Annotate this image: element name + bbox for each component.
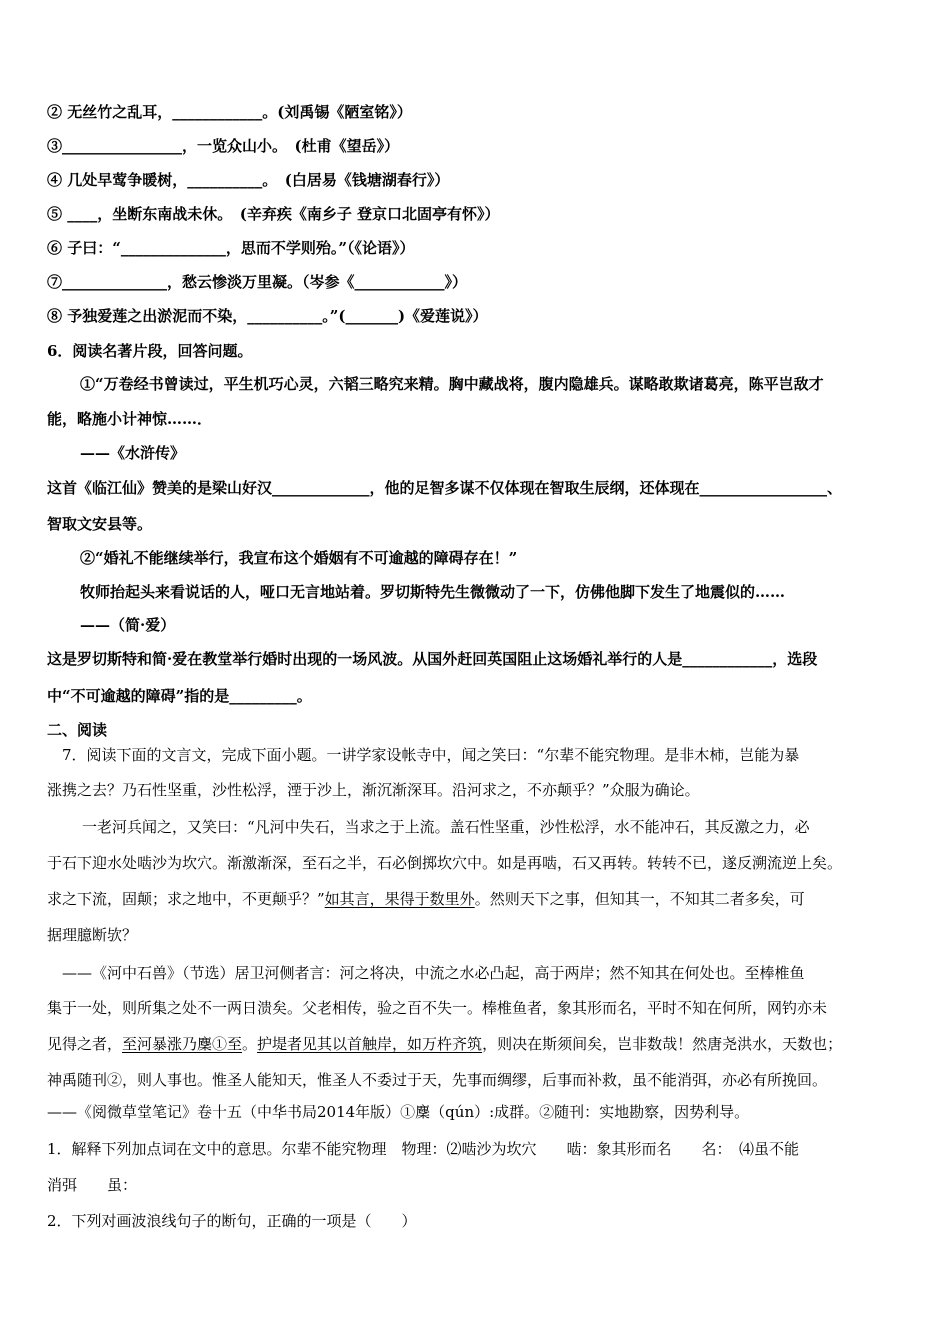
para3-line3-text-a: 见得之者， — [47, 1035, 123, 1053]
q6-passage2-line1: ②“婚礼不能继续举行，我宣布这个婚姻有不可逾越的障碍存在！” — [80, 549, 518, 567]
q7-para3-line3 — [47, 1033, 842, 1055]
q7-para2-line4: 据理臆断欤？ — [47, 926, 138, 944]
q6-passage2-source: ——（简·爱） — [80, 616, 176, 634]
para3-line3-text-b: ，则决在斯须间矣，岂非数哉！然唐尧洪水，天数也； — [482, 1035, 843, 1053]
q6-passage1-line1: ①“万卷经书曾读过，平生机巧心灵，六韬三略究来精。胸中藏战将，腹内隐雄兵。谋略敢欺诸葛亮，陈平岂敌才 — [80, 375, 824, 393]
q6-question1-line2: 智取文安县等。 — [47, 515, 153, 533]
q6-passage1-source: ——《水浒传》 — [80, 444, 186, 462]
para2-line3-text-a: 求之下流，固颠；求之地中，不更颠乎？” — [47, 890, 325, 908]
q7-para3-line1: ——《河中石兽》（节选）居卫河侧者言：河之将决，中流之水必凸起，高于两岸；然不知其在何处也。至棒椎鱼 — [62, 964, 805, 982]
question-6-title: 6．阅读名著片段，回答问题。 — [47, 342, 253, 360]
q7-para3-footnote: ——《阅微草堂笔记》卷十五（中华书局2014年版）①麇（qún）:成群。②随刊：实地勘察，因势利导。 — [47, 1103, 750, 1121]
q7-para2-line1: 一老河兵闻之，又笑曰：“凡河中失石，当求之于上流。盖石性坚重，沙性松浮，水不能冲石，其反激之力，必 — [82, 818, 810, 836]
fill-blank-line-6: ⑥ 子曰：“______________，思而不学则殆。”（《论语》） — [47, 239, 415, 257]
q7-intro-line2: 涨携之去？乃石性坚重，沙性松浮，湮于沙上，渐沉渐深耳。沿河求之，不亦颠乎？”众服为确论。 — [47, 781, 700, 799]
wavy-underlined-sentence-3: 护堤者见其以首触岸，如万杵齐筑 — [257, 1035, 483, 1053]
q6-passage1-line2: 能，略施小计神惊……． — [47, 410, 213, 428]
fill-blank-line-2: ② 无丝竹之乱耳，____________。(刘禹锡《陋室铭》） — [47, 103, 412, 121]
wavy-underlined-sentence-1: 如其言，果得于数里外 — [324, 890, 475, 908]
q7-para2-line3 — [47, 888, 805, 910]
subquestion-1-line1: 1．解释下列加点词在文中的意思。尔辈不能究物理 物理：⑵啮沙为坎穴 啮：象其形而名 名： ⑷虽不能 — [47, 1140, 800, 1158]
section-heading: 二、阅读 — [47, 721, 108, 739]
q7-para3-line2: 集于一处，则所集之处不一两日溃矣。父老相传，验之百不失一。棒椎鱼者，象其形而名，平时不知在何所，网钓亦未 — [47, 999, 828, 1017]
q7-para3-line4: 神禹随刊②，则人事也。惟圣人能知天，惟圣人不委过于天，先事而绸缪，后事而补救，虽不能消弭，亦必有所挽回。 — [47, 1071, 828, 1089]
fill-blank-line-3: ③________________，一览众山小。 (杜甫《望岳》） — [47, 137, 400, 155]
q7-para2-line2: 于石下迎水处啮沙为坎穴。渐激渐深，至石之半，石必倒掷坎穴中。如是再啮，石又再转。转转不已，遂反溯流逆上矣。 — [47, 854, 843, 872]
wavy-underlined-sentence-2: 至河暴涨乃麇①至 — [122, 1035, 243, 1053]
q6-question1-line1: 这首《临江仙》赞美的是梁山好汉_____________，他的足智多谋不仅体现在智取生辰纲，还体现在_________________、 — [47, 479, 843, 497]
fill-blank-line-4: ④ 几处早莺争暖树，__________。 (白居易《钱塘湖春行》） — [47, 171, 450, 189]
fill-blank-line-5: ⑤ ____，坐断东南战未休。 (辛弃疾《南乡子 登京口北固亭有怀》） — [47, 205, 500, 223]
para2-line3-text-b: 。然则天下之事，但知其一，不知其二者多矣，可 — [474, 890, 805, 908]
q7-intro-line1: 7．阅读下面的文言文，完成下面小题。一讲学家设帐寺中，闻之笑曰：“尔辈不能究物理。是非木柿，岂能为暴 — [62, 746, 800, 764]
subquestion-2: 2．下列对画波浪线句子的断句，正确的一项是（ ） — [47, 1212, 417, 1230]
subquestion-1-line2: 消弭 虽： — [47, 1176, 138, 1194]
fill-blank-line-7: ⑦______________，愁云惨淡万里凝。（岑参《____________》） — [47, 273, 468, 291]
q6-question2-line1: 这是罗切斯特和简·爱在教堂举行婚时出现的一场风波。从国外赶回英国阻止这场婚礼举行的人是____________，选段 — [47, 650, 818, 668]
q6-passage2-line2: 牧师抬起头来看说话的人，哑口无言地站着。罗切斯特先生微微动了一下，仿佛他脚下发生了地震似的…… — [80, 583, 786, 601]
q6-question2-line2: 中“不可逾越的障碍”指的是_________。 — [47, 687, 312, 705]
para3-line3-sep: 。 — [242, 1035, 258, 1053]
fill-blank-line-8: ⑧ 予独爱莲之出淤泥而不染，__________。”(_______)《爱莲说》） — [47, 307, 488, 325]
